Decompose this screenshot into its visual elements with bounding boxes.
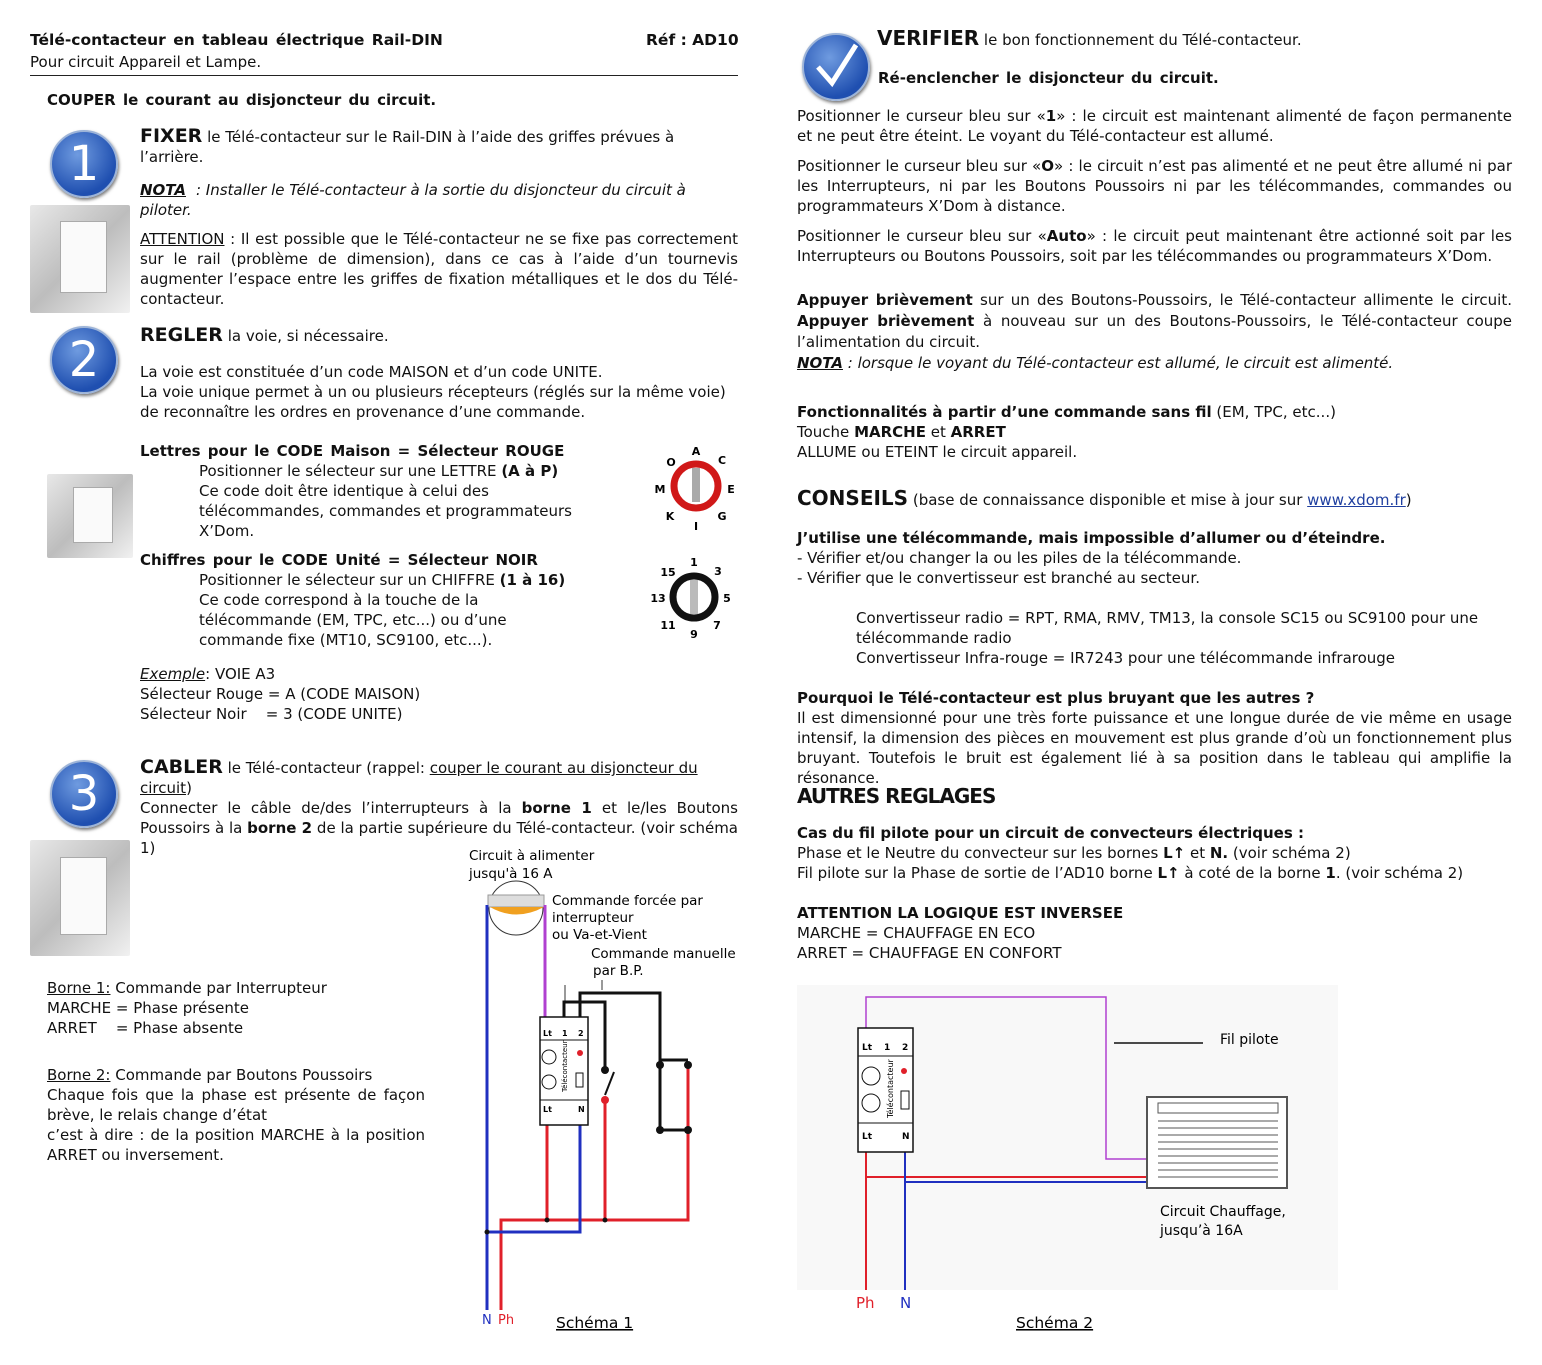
conseil-bruit: Pourquoi le Télé-contacteur est plus bruyant que les autres ? Il est dimensionné pour une très forte puissance et une longue durée de vie même en usage intensif, la dimension des pièces en mouvement est plus grande d’où un fonctionnement plus bruyant. Toutefois le bruit est également lié à sa position dans le tableau qui amplifie la résonance.	[797, 689, 1512, 787]
terminal-2: 2	[902, 1043, 909, 1053]
neutral-label: N	[900, 1294, 912, 1312]
dial-label: 5	[723, 592, 731, 605]
terminal-2: 2	[578, 1029, 584, 1038]
autres-reglages-heading: AUTRES REGLAGES	[797, 784, 996, 808]
device-label: Télécontacteur	[886, 1059, 895, 1118]
step-2-heading: REGLER la voie, si nécessaire.	[140, 324, 389, 346]
check-icon	[802, 33, 870, 101]
unite-text: Positionner le sélecteur sur un CHIFFRE (1 à 16) Ce code correspond à la touche de la télécommande (EM, TPC, etc...) ou d’une commande fixe (MT10, SC9100, etc...).	[199, 571, 566, 649]
step-1-attention: ATTENTION : Il est possible que le Télé-contacteur ne se fixe pas correctement sur le rail (problème de dimension), dans ce cas à l’aide d’un tournevis augmenter l’espace entre les griffes de fixation métalliques et le dos du Télé-contacteur.	[140, 230, 738, 308]
terminal-n: N	[578, 1105, 585, 1114]
terminal-lt-bottom: Lt	[543, 1105, 552, 1114]
maison-text: Positionner le sélecteur sur une LETTRE (A à P) Ce code doit être identique à celui des télécommandes, commandes et programmateurs X’Dom.	[199, 462, 572, 540]
step-1-heading: FIXER le Télé-contacteur sur le Rail-DIN à l’aide des griffes prévues à l’arrière.	[140, 125, 675, 166]
step-2-icon: 2	[50, 326, 118, 394]
dial-label: E	[727, 483, 735, 496]
couper-link[interactable]: couper le courant au disjoncteur du circuit	[140, 759, 698, 797]
fonctionnalites: Fonctionnalités à partir d’une commande sans fil (EM, TPC, etc...) Touche MARCHE et ARRET ALLUME ou ETEINT le circuit appareil.	[797, 403, 1336, 461]
step-3-icon: 3	[50, 760, 118, 828]
terminal-1: 1	[562, 1029, 568, 1038]
dial-label: A	[691, 445, 701, 458]
doc-subtitle: Pour circuit Appareil et Lampe.	[30, 53, 262, 71]
exemple: Exemple: VOIE A3 Sélecteur Rouge = A (CODE MAISON) Sélecteur Noir = 3 (CODE UNITE)	[140, 665, 421, 723]
attention-logique: ATTENTION LA LOGIQUE EST INVERSEE MARCHE = CHAUFFAGE EN ECO ARRET = CHAUFFAGE EN CONFORT	[797, 904, 1124, 962]
radiator-icon	[1147, 1097, 1287, 1188]
schema1-circuit-label: Circuit à alimenter	[469, 848, 595, 864]
borne-1-info: Borne 1: Commande par Interrupteur MARCHE = Phase présente ARRET = Phase absente	[47, 979, 327, 1037]
dial-label: O	[666, 456, 676, 469]
step-3-text: Connecter le câble de/des l’interrupteurs à la borne 1 et le/les Boutons Poussoirs à la borne 2 de la partie supérieure du Télé-contacteur. (voir schéma 1)	[140, 799, 738, 857]
doc-ref: Réf : AD10	[646, 31, 739, 49]
telecontacteur-device-1	[540, 1017, 588, 1125]
mode-auto: Positionner le curseur bleu sur «Auto» : le circuit peut maintenant être actionné soit par les Interrupteurs ou Boutons Poussoirs, soit par les télécommandes ou programmateurs X’Dom.	[797, 227, 1512, 265]
step-1-nota: NOTA : Installer le Télé-contacteur à la sortie du disjoncteur du circuit à piloter.	[140, 181, 686, 219]
verifier-heading: VERIFIER le bon fonctionnement du Télé-contacteur.	[877, 26, 1302, 50]
appuyer-text: Appuyer brièvement sur un des Boutons-Poussoirs, le Télé-contacteur allimente le circuit. Appuyer brièvement à nouveau sur un des Boutons-Poussoirs, le Télé-contacteur coupe l’alimentation du circuit. NOTA : lorsque le voyant du Télé-contacteur est allumé, le circuit est alimenté.	[797, 291, 1512, 372]
device-label: Télécontacteur	[561, 1040, 569, 1092]
phase-label: Ph	[498, 1313, 515, 1328]
schema-2-diagram	[780, 970, 1540, 1350]
terminal-1: 1	[884, 1043, 891, 1053]
conseils-heading: CONSEILS (base de connaissance disponible et mise à jour sur www.xdom.fr)	[797, 486, 1412, 510]
dial-label: 9	[690, 628, 698, 640]
fil-pilote-label: Fil pilote	[1220, 1032, 1279, 1048]
couper-instruction: COUPER le courant au disjoncteur du circuit.	[47, 91, 437, 109]
schema1-forcee-label2: interrupteur	[552, 910, 634, 926]
step-2-p1: La voie est constituée d’un code MAISON et d’un code UNITE.	[140, 363, 603, 381]
schema-2-caption: Schéma 2	[1016, 1314, 1094, 1332]
borne-2-info: Borne 2: Commande par Boutons Poussoirs Chaque fois que la phase est présente de façon brève, le relais change d’état c’est à dire : de la position MARCHE à la position ARRET ou inversement.	[47, 1066, 425, 1164]
neutral-label: N	[482, 1313, 492, 1328]
dial-label: 13	[650, 592, 666, 605]
convertisseurs: Convertisseur radio = RPT, RMA, RMV, TM13, la console SC15 ou SC9100 pour une télécommande radio Convertisseur Infra-rouge = IR7243 pour une télécommande infrarouge	[856, 609, 1479, 667]
schema1-manuelle-label: Commande manuelle	[591, 946, 736, 962]
terminal-lt: Lt	[543, 1029, 552, 1038]
terminal-n: N	[902, 1132, 910, 1142]
phase-label: Ph	[856, 1294, 875, 1312]
schema1-manuelle-label2: par B.P.	[593, 963, 644, 979]
circuit-chauffage-label2: jusqu’à 16A	[1160, 1223, 1243, 1239]
circuit-chauffage-label: Circuit Chauffage,	[1160, 1204, 1286, 1220]
step-2-p2: La voie unique permet à un ou plusieurs récepteurs (réglés sur la même voie) de reconnaître les ordres en provenance d’une commande.	[140, 383, 726, 421]
schema-1-diagram	[0, 0, 760, 1365]
dial-label: 11	[660, 619, 676, 632]
dial-label: K	[665, 510, 675, 523]
dial-label: 3	[714, 565, 722, 578]
mode-o: Positionner le curseur bleu sur «O» : le circuit n’est pas alimenté et ne peut être allumé ni par les Interrupteurs, ni par les Boutons Poussoirs ni par les télécommandes, commandes ou programmateurs X’Dom à distance.	[797, 157, 1512, 215]
telecontacteur-device-2	[858, 1028, 913, 1152]
doc-title: Télé-contacteur en tableau électrique Rail-DIN	[30, 31, 443, 49]
step-1-icon: 1	[50, 130, 118, 198]
terminal-lt-bottom: Lt	[862, 1132, 873, 1142]
schema-1-caption: Schéma 1	[556, 1314, 634, 1332]
maison-title: Lettres pour le CODE Maison = Sélecteur ROUGE	[140, 442, 565, 460]
dial-label: 1	[690, 556, 698, 569]
conseil-telecommande: J’utilise une télécommande, mais impossible d’allumer ou d’éteindre. - Vérifier et/ou changer la ou les piles de la télécommande. - Vérifier que le convertisseur est branché au secteur.	[797, 529, 1386, 587]
schema1-forcee-label3: ou Va-et-Vient	[552, 927, 647, 943]
schema1-forcee-label: Commande forcée par	[552, 893, 703, 909]
terminal-lt: Lt	[862, 1043, 873, 1053]
xdom-link[interactable]: www.xdom.fr	[1307, 491, 1406, 509]
dial-label: C	[717, 454, 727, 467]
dial-label: G	[717, 510, 727, 523]
dial-label: I	[693, 520, 699, 533]
dial-label: 15	[660, 566, 676, 579]
dial-label: 7	[713, 619, 721, 632]
unite-title: Chiffres pour le CODE Unité = Sélecteur NOIR	[140, 551, 538, 569]
fil-pilote-info: Cas du fil pilote pour un circuit de convecteurs électriques : Phase et le Neutre du convecteur sur les bornes L↑ et N. (voir schéma 2) Fil pilote sur la Phase de sortie de l’AD10 borne L↑ à coté de la borne 1. (voir schéma 2)	[797, 824, 1464, 882]
dial-label: M	[654, 483, 666, 496]
schema1-circuit-label2: jusqu'à 16 A	[469, 866, 553, 882]
reenclencher: Ré-enclencher le disjoncteur du circuit.	[878, 69, 1219, 87]
step-3-heading: CABLER le Télé-contacteur (rappel: couper le courant au disjoncteur du circuit)	[140, 756, 698, 797]
mode-1: Positionner le curseur bleu sur «1» : le circuit est maintenant alimenté de façon permanente et ne peut être éteint. Le voyant du Télé-contacteur est allumé.	[797, 107, 1512, 145]
